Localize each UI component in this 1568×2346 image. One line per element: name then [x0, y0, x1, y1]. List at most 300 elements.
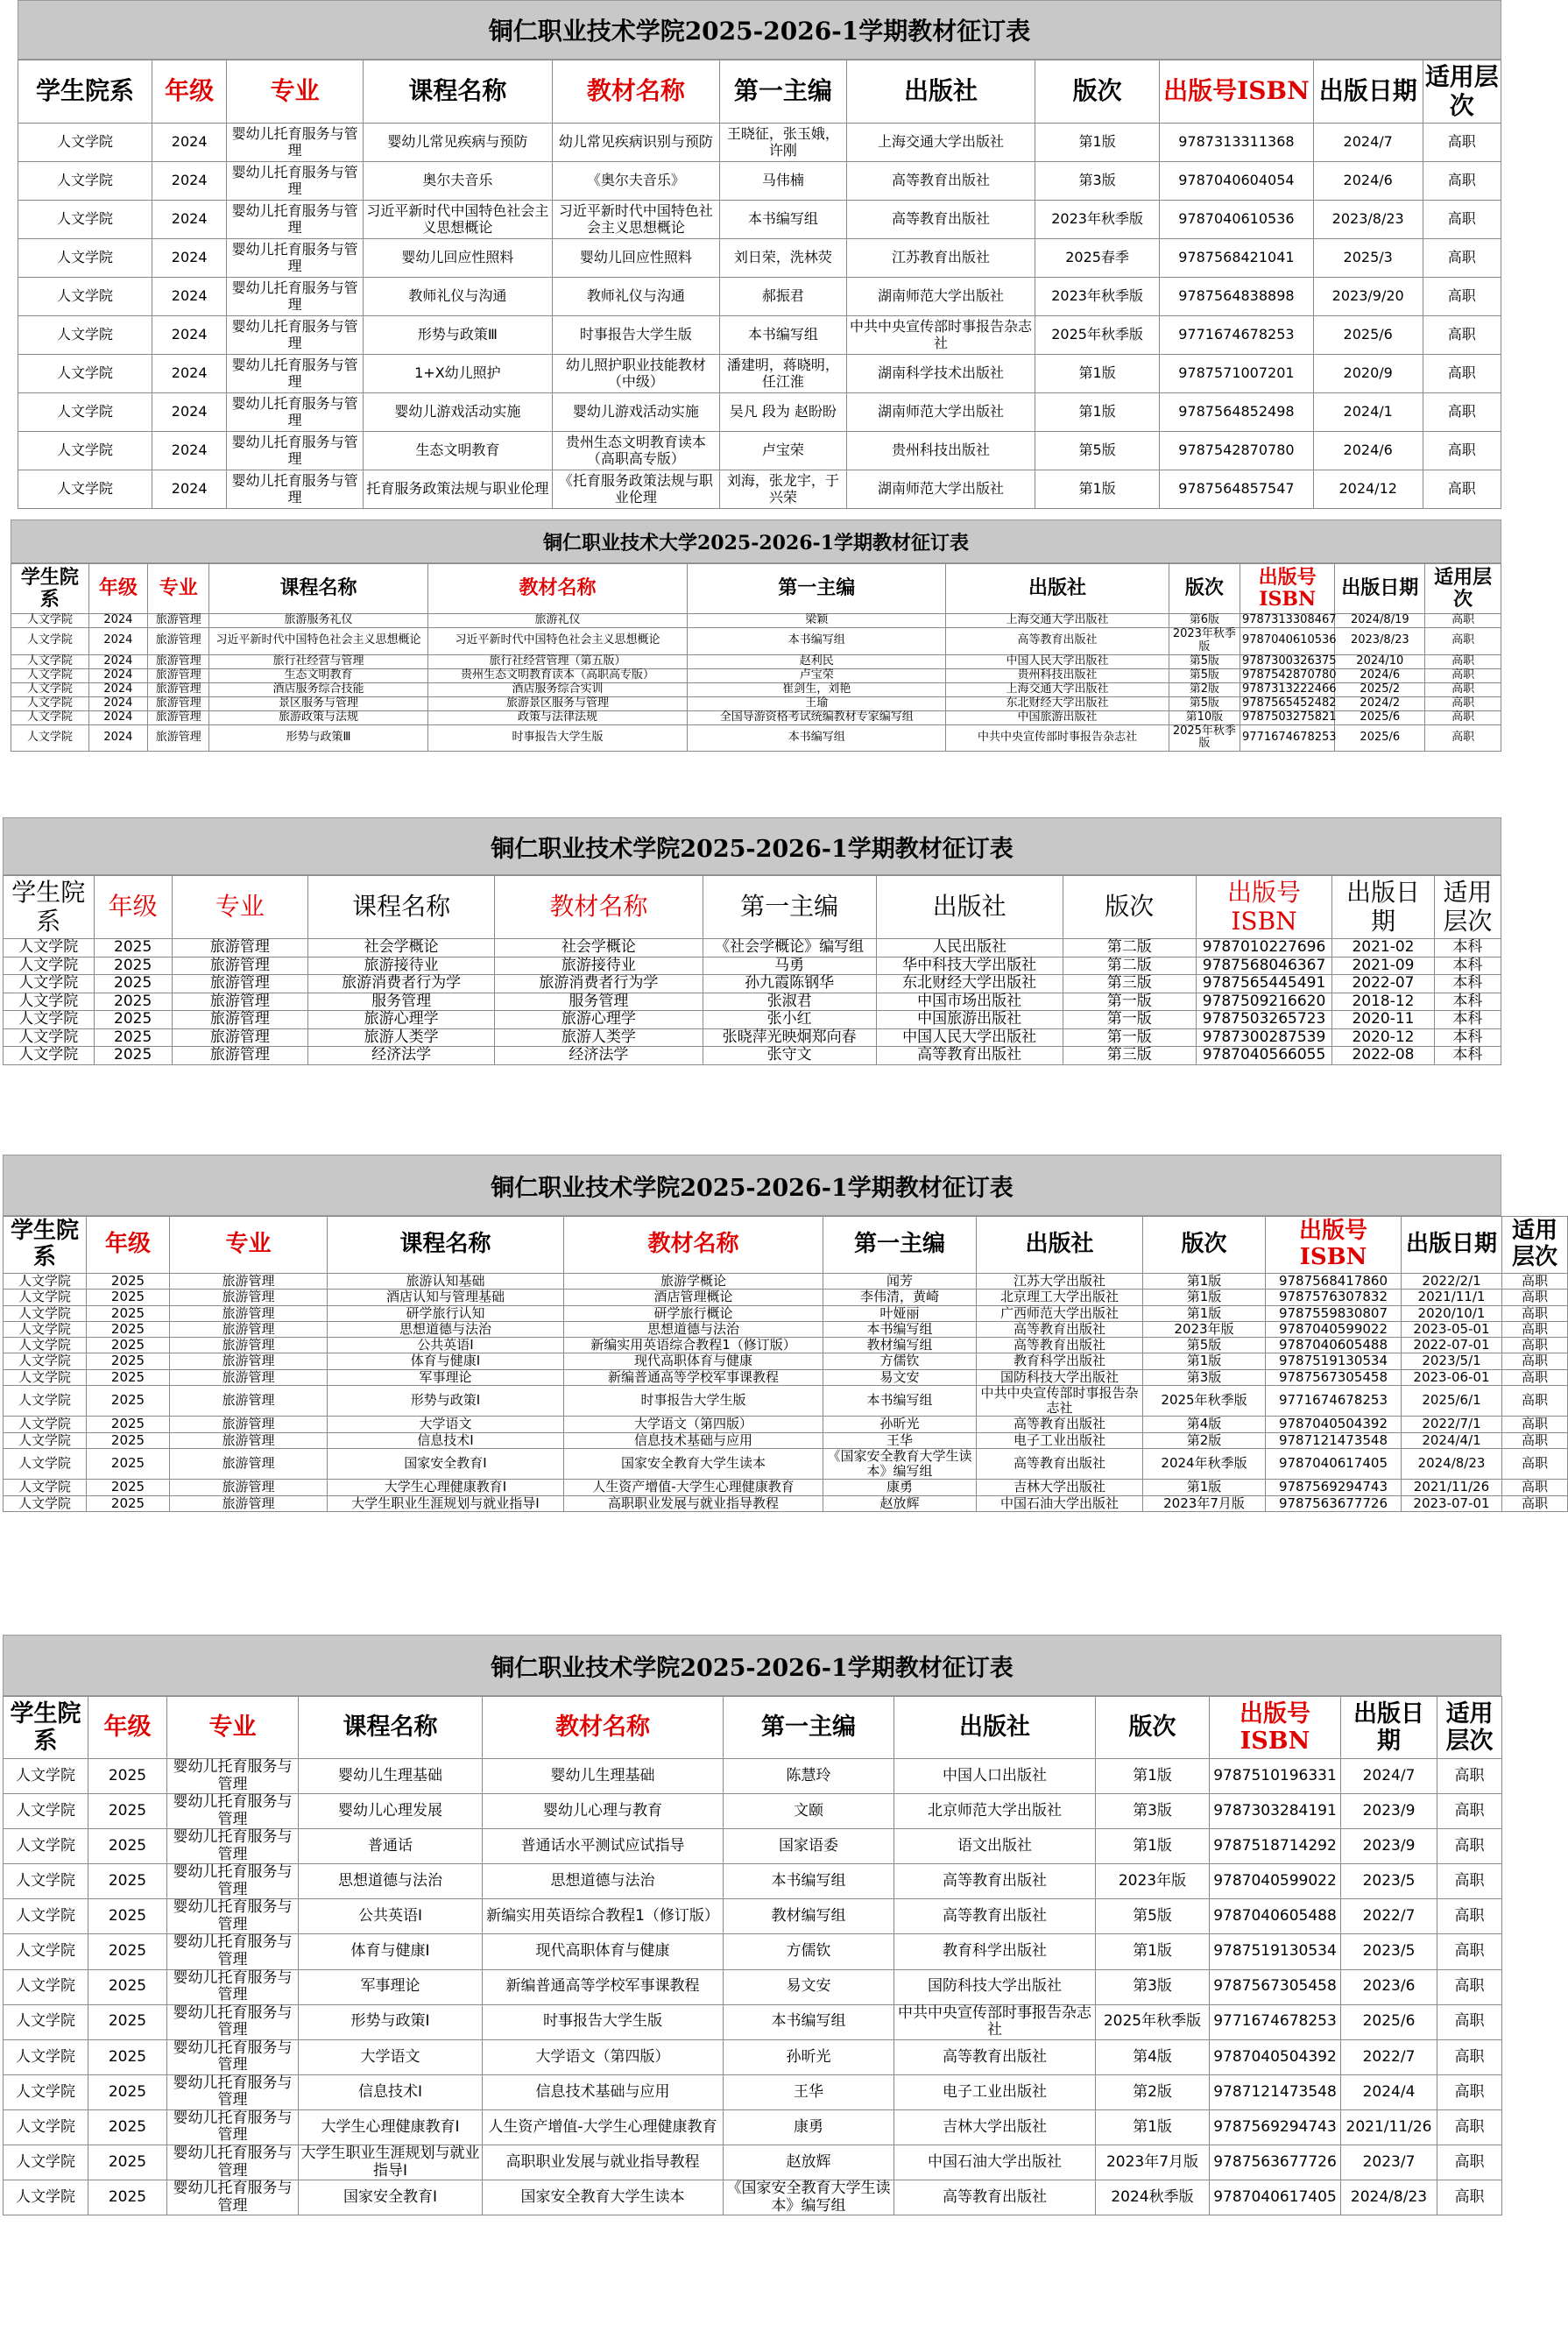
cell-textbook: 幼儿照护职业技能教材（中级） [552, 355, 719, 393]
header-pub-date: 出版日期 [1341, 1697, 1437, 1759]
cell-textbook: 《奥尔夫音乐》 [552, 162, 719, 201]
cell-textbook: 信息技术基础与应用 [483, 2074, 724, 2109]
cell-edition: 第三版 [1063, 1047, 1196, 1065]
cell-major: 旅游管理 [148, 627, 209, 654]
cell-course: 旅游心理学 [308, 1011, 495, 1029]
cell-major: 婴幼儿托育服务与管理 [227, 278, 364, 316]
header-row [4, 1217, 1568, 1274]
cell-pub-date: 2023/8/23 [1335, 627, 1425, 654]
cell-course: 体育与健康Ⅰ [299, 1934, 483, 1969]
table-row [4, 1934, 1502, 1969]
cell-level: 高职 [1425, 654, 1501, 668]
table-row [18, 432, 1501, 470]
cell-isbn: 9787542870780 [1160, 432, 1314, 470]
cell-level: 高职 [1425, 627, 1501, 654]
cell-course: 思想道德与法治 [328, 1321, 564, 1337]
cell-textbook: 大学语文（第四版） [564, 1417, 823, 1432]
textbook-table-block-2 [11, 519, 1501, 752]
header-department: 学生院系 [18, 60, 152, 124]
header-pub-date: 出版日期 [1332, 876, 1435, 939]
cell-pub-date: 2024/1 [1313, 393, 1423, 432]
table-row [18, 316, 1501, 355]
cell-department: 人文学院 [4, 975, 95, 993]
cell-department: 人文学院 [4, 957, 95, 975]
cell-isbn: 9787503275821 [1240, 710, 1335, 724]
cell-textbook: 习近平新时代中国特色社会主义思想概论 [427, 627, 688, 654]
cell-course: 形势与政策Ⅰ [299, 2004, 483, 2039]
cell-editor: 崔剑生，刘艳 [688, 682, 946, 696]
cell-major: 婴幼儿托育服务与管理 [167, 2109, 299, 2145]
cell-textbook: 时事报告大学生版 [483, 2004, 724, 2039]
cell-course: 军事理论 [328, 1369, 564, 1385]
cell-textbook: 思想道德与法治 [564, 1321, 823, 1337]
cell-editor: 王瑜 [688, 696, 946, 710]
header-publisher: 出版社 [946, 564, 1169, 614]
cell-pub-date: 2023/5/1 [1402, 1353, 1502, 1369]
cell-grade: 2025 [94, 1011, 172, 1029]
cell-textbook: 研学旅行概论 [564, 1305, 823, 1321]
table-row [11, 668, 1501, 682]
cell-major: 旅游管理 [172, 975, 307, 993]
cell-department: 人文学院 [4, 1338, 87, 1353]
cell-textbook: 时事报告大学生版 [552, 316, 719, 355]
cell-level: 高职 [1502, 1274, 1568, 1290]
cell-grade: 2024 [88, 654, 147, 668]
cell-pub-date: 2024/8/19 [1335, 614, 1425, 628]
header-edition: 版次 [1063, 876, 1196, 939]
cell-publisher: 中共中央宣传部时事报告杂志社 [977, 1385, 1143, 1417]
cell-publisher: 湖南科学技术出版社 [846, 355, 1035, 393]
cell-major: 旅游管理 [172, 993, 307, 1011]
cell-major: 旅游管理 [172, 1011, 307, 1029]
cell-major: 婴幼儿托育服务与管理 [227, 201, 364, 239]
table-row [4, 1028, 1501, 1047]
cell-major: 婴幼儿托育服务与管理 [167, 1829, 299, 1864]
cell-major: 旅游管理 [170, 1321, 328, 1337]
cell-textbook: 旅游心理学 [495, 1011, 703, 1029]
cell-pub-date: 2023-05-01 [1402, 1321, 1502, 1337]
cell-pub-date: 2024/7 [1313, 124, 1423, 162]
cell-course: 婴幼儿常见疾病与预防 [364, 124, 553, 162]
cell-edition: 第一版 [1063, 1011, 1196, 1029]
cell-edition: 第6版 [1169, 614, 1240, 628]
cell-isbn: 9787040504392 [1210, 2039, 1341, 2074]
cell-grade: 2025 [87, 1305, 170, 1321]
cell-course: 形势与政策Ⅰ [328, 1385, 564, 1417]
cell-grade: 2025 [88, 1794, 167, 1829]
cell-level: 本科 [1434, 975, 1501, 993]
cell-level: 高职 [1502, 1432, 1568, 1448]
cell-level: 本科 [1434, 957, 1501, 975]
cell-edition: 第1版 [1096, 1759, 1210, 1794]
cell-edition: 第1版 [1096, 1934, 1210, 1969]
cell-level: 本科 [1434, 939, 1501, 957]
cell-major: 婴幼儿托育服务与管理 [167, 1864, 299, 1899]
cell-isbn: 9787568417860 [1266, 1274, 1402, 1290]
table-row [4, 2074, 1502, 2109]
cell-course: 研学旅行认知 [328, 1305, 564, 1321]
cell-grade: 2025 [87, 1448, 170, 1480]
cell-isbn: 9771674678253 [1160, 316, 1314, 355]
cell-level: 高职 [1502, 1417, 1568, 1432]
cell-editor: 王华 [724, 2074, 894, 2109]
table-row [4, 1759, 1502, 1794]
cell-edition: 2025年秋季版 [1035, 316, 1160, 355]
cell-textbook: 国家安全教育大学生读本 [483, 2180, 724, 2215]
cell-edition: 2023年版 [1143, 1321, 1266, 1337]
cell-edition: 2024秋季版 [1096, 2180, 1210, 2215]
cell-edition: 第1版 [1035, 124, 1160, 162]
table-title: 铜仁职业技术学院2025-2026-1学期教材征订表 [3, 817, 1501, 875]
header-editor: 第一主编 [688, 564, 946, 614]
cell-editor: 本书编写组 [724, 2004, 894, 2039]
cell-publisher: 高等教育出版社 [894, 1864, 1096, 1899]
cell-textbook: 高职职业发展与就业指导教程 [483, 2145, 724, 2180]
cell-level: 高职 [1423, 239, 1501, 278]
cell-pub-date: 2024/8/23 [1402, 1448, 1502, 1480]
cell-major: 旅游管理 [170, 1338, 328, 1353]
cell-textbook: 普通话水平测试应试指导 [483, 1829, 724, 1864]
cell-editor: 本书编写组 [720, 316, 847, 355]
cell-textbook: 旅游接待业 [495, 957, 703, 975]
cell-department: 人文学院 [4, 1829, 88, 1864]
cell-publisher: 高等教育出版社 [977, 1448, 1143, 1480]
cell-textbook: 酒店服务综合实训 [427, 682, 688, 696]
cell-textbook: 时事报告大学生版 [564, 1385, 823, 1417]
cell-grade: 2025 [87, 1385, 170, 1417]
cell-major: 旅游管理 [172, 957, 307, 975]
cell-pub-date: 2025/3 [1313, 239, 1423, 278]
cell-edition: 2025年秋季版 [1143, 1385, 1266, 1417]
cell-editor: 本书编写组 [823, 1385, 977, 1417]
cell-department: 人文学院 [4, 1369, 87, 1385]
cell-department: 人文学院 [4, 1934, 88, 1969]
cell-course: 经济法学 [308, 1047, 495, 1065]
cell-pub-date: 2025/6 [1341, 2004, 1437, 2039]
cell-course: 生态文明教育 [364, 432, 553, 470]
cell-pub-date: 2023/7 [1341, 2145, 1437, 2180]
cell-major: 婴幼儿托育服务与管理 [227, 393, 364, 432]
cell-major: 婴幼儿托育服务与管理 [227, 470, 364, 509]
cell-textbook: 婴幼儿生理基础 [483, 1759, 724, 1794]
cell-publisher: 高等教育出版社 [894, 1899, 1096, 1934]
cell-course: 普通话 [299, 1829, 483, 1864]
cell-isbn: 9787040610536 [1160, 201, 1314, 239]
cell-major: 婴幼儿托育服务与管理 [227, 355, 364, 393]
header-publisher: 出版社 [977, 1217, 1143, 1274]
cell-major: 旅游管理 [148, 710, 209, 724]
cell-grade: 2024 [152, 355, 227, 393]
cell-level: 高职 [1423, 432, 1501, 470]
cell-level: 高职 [1502, 1369, 1568, 1385]
cell-major: 婴幼儿托育服务与管理 [227, 124, 364, 162]
cell-publisher: 高等教育出版社 [977, 1338, 1143, 1353]
cell-course: 酒店认知与管理基础 [328, 1290, 564, 1305]
cell-grade: 2025 [88, 2039, 167, 2074]
cell-course: 公共英语Ⅰ [299, 1899, 483, 1934]
cell-course: 国家安全教育Ⅰ [299, 2180, 483, 2215]
cell-department: 人文学院 [11, 724, 89, 752]
cell-major: 婴幼儿托育服务与管理 [167, 2074, 299, 2109]
cell-pub-date: 2022-08 [1332, 1047, 1435, 1065]
cell-grade: 2024 [152, 432, 227, 470]
cell-edition: 2023年秋季版 [1035, 278, 1160, 316]
cell-department: 人文学院 [4, 1274, 87, 1290]
cell-textbook: 幼儿常见疾病识别与预防 [552, 124, 719, 162]
table-row [11, 696, 1501, 710]
cell-major: 旅游管理 [172, 1028, 307, 1047]
cell-textbook: 大学语文（第四版） [483, 2039, 724, 2074]
header-department: 学生院系 [4, 876, 95, 939]
cell-pub-date: 2024/4/1 [1402, 1432, 1502, 1448]
table-title: 铜仁职业技术学院2025-2026-1学期教材征订表 [3, 1155, 1501, 1216]
cell-department: 人文学院 [11, 710, 89, 724]
cell-textbook: 经济法学 [495, 1047, 703, 1065]
header-row [11, 564, 1501, 614]
cell-department: 人文学院 [18, 278, 152, 316]
header-major: 专业 [148, 564, 209, 614]
cell-department: 人文学院 [4, 1028, 95, 1047]
table-row [4, 2145, 1502, 2180]
cell-textbook: 国家安全教育大学生读本 [564, 1448, 823, 1480]
cell-level: 高职 [1423, 124, 1501, 162]
cell-pub-date: 2023/8/23 [1313, 201, 1423, 239]
cell-isbn: 9787565452482 [1240, 696, 1335, 710]
table-row [18, 393, 1501, 432]
table-title: 铜仁职业技术大学2025-2026-1学期教材征订表 [11, 519, 1501, 563]
cell-major: 婴幼儿托育服务与管理 [227, 239, 364, 278]
cell-level: 高职 [1425, 696, 1501, 710]
cell-publisher: 北京理工大学出版社 [977, 1290, 1143, 1305]
cell-isbn: 9787040604054 [1160, 162, 1314, 201]
cell-editor: 全国导游资格考试统编教材专家编写组 [688, 710, 946, 724]
cell-grade: 2025 [88, 2145, 167, 2180]
cell-publisher: 江苏大学出版社 [977, 1274, 1143, 1290]
cell-editor: 卢宝荣 [720, 432, 847, 470]
cell-publisher: 东北财经大学出版社 [946, 696, 1169, 710]
cell-department: 人文学院 [4, 1321, 87, 1337]
cell-course: 大学语文 [299, 2039, 483, 2074]
cell-editor: 本书编写组 [688, 627, 946, 654]
cell-publisher: 高等教育出版社 [846, 162, 1035, 201]
header-course: 课程名称 [328, 1217, 564, 1274]
cell-editor: 郝振君 [720, 278, 847, 316]
cell-editor: 卢宝荣 [688, 668, 946, 682]
cell-grade: 2025 [88, 1899, 167, 1934]
cell-publisher: 高等教育出版社 [946, 627, 1169, 654]
cell-major: 旅游管理 [170, 1495, 328, 1511]
cell-pub-date: 2024/2 [1335, 696, 1425, 710]
table-row [4, 1864, 1502, 1899]
cell-department: 人文学院 [18, 470, 152, 509]
cell-editor: 易文安 [724, 1969, 894, 2004]
cell-course: 社会学概论 [308, 939, 495, 957]
cell-major: 旅游管理 [170, 1417, 328, 1432]
cell-grade: 2025 [87, 1417, 170, 1432]
cell-publisher: 湖南师范大学出版社 [846, 393, 1035, 432]
cell-publisher: 湖南师范大学出版社 [846, 278, 1035, 316]
table-row [4, 993, 1501, 1011]
cell-pub-date: 2021/11/26 [1341, 2109, 1437, 2145]
cell-level: 高职 [1425, 710, 1501, 724]
cell-publisher: 上海交通大学出版社 [946, 682, 1169, 696]
textbook-table [3, 875, 1501, 1065]
cell-department: 人文学院 [11, 627, 89, 654]
cell-department: 人文学院 [4, 1305, 87, 1321]
cell-pub-date: 2024/7 [1341, 1759, 1437, 1794]
cell-grade: 2024 [152, 201, 227, 239]
cell-isbn: 9787040599022 [1266, 1321, 1402, 1337]
cell-isbn: 9787121473548 [1210, 2074, 1341, 2109]
table-row [4, 1495, 1568, 1511]
cell-editor: 《国家安全教育大学生读本》编写组 [724, 2180, 894, 2215]
cell-major: 婴幼儿托育服务与管理 [167, 1934, 299, 1969]
cell-editor: 方儒钦 [823, 1353, 977, 1369]
cell-department: 人文学院 [18, 239, 152, 278]
table-row [18, 162, 1501, 201]
cell-isbn: 9787121473548 [1266, 1432, 1402, 1448]
cell-isbn: 9787563677726 [1266, 1495, 1402, 1511]
cell-grade: 2025 [87, 1353, 170, 1369]
cell-textbook: 现代高职体育与健康 [564, 1353, 823, 1369]
cell-editor: 孙昕光 [823, 1417, 977, 1432]
cell-edition: 第1版 [1035, 393, 1160, 432]
cell-textbook: 信息技术基础与应用 [564, 1432, 823, 1448]
cell-grade: 2025 [88, 1864, 167, 1899]
cell-department: 人文学院 [4, 2039, 88, 2074]
cell-level: 高职 [1502, 1385, 1568, 1417]
cell-level: 高职 [1437, 2180, 1502, 2215]
cell-edition: 第1版 [1035, 355, 1160, 393]
cell-pub-date: 2022-07-01 [1402, 1338, 1502, 1353]
header-pub-date: 出版日期 [1313, 60, 1423, 124]
cell-edition: 第4版 [1096, 2039, 1210, 2074]
cell-edition: 第一版 [1063, 1028, 1196, 1047]
cell-grade: 2024 [88, 710, 147, 724]
cell-pub-date: 2024/6 [1313, 162, 1423, 201]
cell-major: 婴幼儿托育服务与管理 [167, 1899, 299, 1934]
cell-course: 公共英语Ⅰ [328, 1338, 564, 1353]
cell-course: 大学生心理健康教育Ⅰ [299, 2109, 483, 2145]
cell-course: 婴幼儿心理发展 [299, 1794, 483, 1829]
cell-isbn: 9787563677726 [1210, 2145, 1341, 2180]
header-textbook: 教材名称 [427, 564, 688, 614]
table-row [18, 239, 1501, 278]
cell-department: 人文学院 [4, 1417, 87, 1432]
cell-department: 人文学院 [4, 1353, 87, 1369]
cell-course: 大学生职业生涯规划与就业指导Ⅰ [328, 1495, 564, 1511]
cell-pub-date: 2023-07-01 [1402, 1495, 1502, 1511]
cell-edition: 2023年7月版 [1096, 2145, 1210, 2180]
cell-editor: 张晓萍光映炯郑向春 [703, 1028, 876, 1047]
cell-level: 高职 [1425, 724, 1501, 752]
cell-editor: 孙九霞陈钢华 [703, 975, 876, 993]
cell-grade: 2024 [152, 470, 227, 509]
header-grade: 年级 [152, 60, 227, 124]
cell-department: 人文学院 [4, 1759, 88, 1794]
cell-major: 婴幼儿托育服务与管理 [167, 1759, 299, 1794]
table-row [4, 1274, 1568, 1290]
cell-level: 高职 [1425, 614, 1501, 628]
cell-isbn: 9787503265723 [1196, 1011, 1331, 1029]
cell-textbook: 社会学概论 [495, 939, 703, 957]
header-row [4, 876, 1501, 939]
cell-level: 高职 [1423, 393, 1501, 432]
cell-course: 奥尔夫音乐 [364, 162, 553, 201]
cell-isbn: 9787518714292 [1210, 1829, 1341, 1864]
cell-editor: 康勇 [823, 1480, 977, 1495]
header-major: 专业 [172, 876, 307, 939]
cell-level: 高职 [1423, 162, 1501, 201]
cell-edition: 2025年秋季版 [1096, 2004, 1210, 2039]
cell-pub-date: 2025/6 [1335, 710, 1425, 724]
cell-level: 高职 [1425, 682, 1501, 696]
cell-level: 高职 [1437, 1759, 1502, 1794]
cell-editor: 吴凡 段为 赵盼盼 [720, 393, 847, 432]
header-level: 适用层次 [1502, 1217, 1568, 1274]
cell-isbn: 9771674678253 [1240, 724, 1335, 752]
header-publisher: 出版社 [894, 1697, 1096, 1759]
cell-publisher: 吉林大学出版社 [977, 1480, 1143, 1495]
cell-textbook: 政策与法律法规 [427, 710, 688, 724]
table-row [4, 1353, 1568, 1369]
table-row [4, 2039, 1502, 2074]
header-edition: 版次 [1096, 1697, 1210, 1759]
cell-course: 习近平新时代中国特色社会主义思想概论 [209, 627, 427, 654]
cell-publisher: 中共中央宣传部时事报告杂志社 [846, 316, 1035, 355]
cell-pub-date: 2024/10 [1335, 654, 1425, 668]
cell-editor: 刘海，张龙宇，于兴荣 [720, 470, 847, 509]
header-isbn: 出版号ISBN [1240, 564, 1335, 614]
cell-course: 旅游消费者行为学 [308, 975, 495, 993]
cell-grade: 2024 [152, 162, 227, 201]
cell-course: 旅游人类学 [308, 1028, 495, 1047]
cell-department: 人文学院 [4, 1432, 87, 1448]
header-publisher: 出版社 [876, 876, 1063, 939]
textbook-table [11, 563, 1501, 752]
cell-grade: 2025 [87, 1432, 170, 1448]
header-textbook: 教材名称 [564, 1217, 823, 1274]
cell-publisher: 贵州科技出版社 [846, 432, 1035, 470]
cell-edition: 第二版 [1063, 939, 1196, 957]
cell-grade: 2025 [94, 1028, 172, 1047]
textbook-table-block-1 [18, 0, 1501, 509]
header-grade: 年级 [87, 1217, 170, 1274]
cell-publisher: 高等教育出版社 [977, 1321, 1143, 1337]
cell-isbn: 9787010227696 [1196, 939, 1331, 957]
cell-editor: 《国家安全教育大学生读本》编写组 [823, 1448, 977, 1480]
cell-editor: 陈慧玲 [724, 1759, 894, 1794]
table-row [4, 1969, 1502, 2004]
cell-isbn: 9787568046367 [1196, 957, 1331, 975]
cell-department: 人文学院 [18, 432, 152, 470]
table-row [4, 1305, 1568, 1321]
cell-grade: 2024 [152, 124, 227, 162]
cell-pub-date: 2021-02 [1332, 939, 1435, 957]
cell-isbn: 9787040617405 [1210, 2180, 1341, 2215]
cell-major: 旅游管理 [170, 1432, 328, 1448]
table-row [4, 1047, 1501, 1065]
cell-publisher: 贵州科技出版社 [946, 668, 1169, 682]
cell-department: 人文学院 [4, 1899, 88, 1934]
cell-pub-date: 2023/5 [1341, 1934, 1437, 1969]
table-row [4, 1385, 1568, 1417]
header-editor: 第一主编 [724, 1697, 894, 1759]
cell-department: 人文学院 [4, 2145, 88, 2180]
cell-isbn: 9787040605488 [1210, 1899, 1341, 1934]
cell-textbook: 贵州生态文明教育读本（高职高专版） [552, 432, 719, 470]
cell-publisher: 高等教育出版社 [894, 2039, 1096, 2074]
